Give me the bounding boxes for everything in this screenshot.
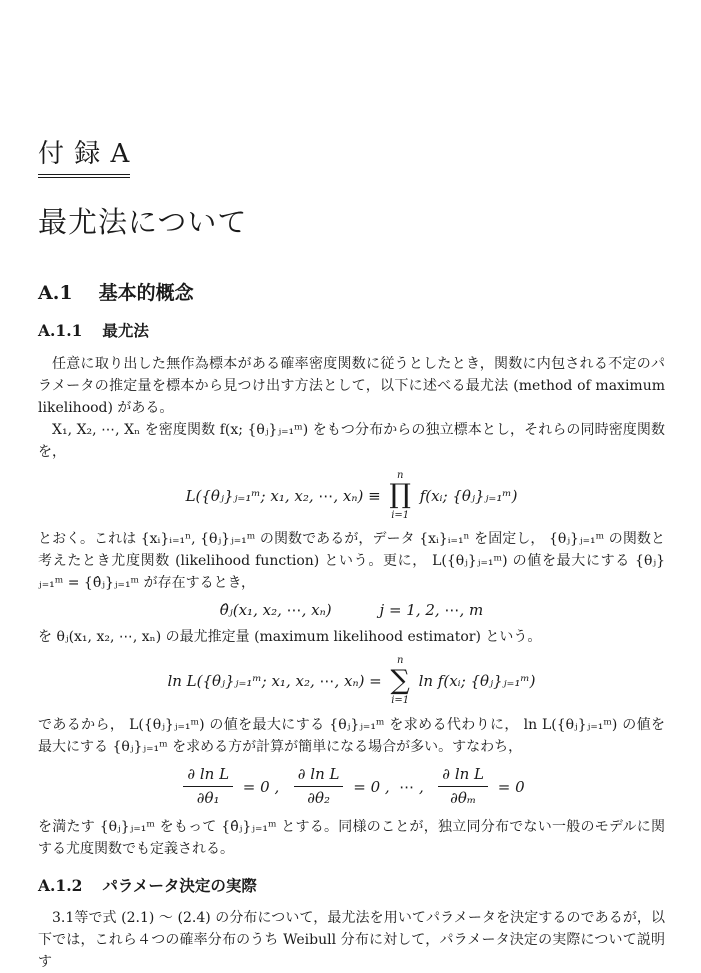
product-operator [389, 470, 411, 521]
subsection-title: 最尤法 [102, 321, 149, 341]
equation-lhs: L({θⱼ}ⱼ₌₁ᵐ; x₁, x₂, ⋯, xₙ) ≡ [185, 486, 386, 505]
equation-log-likelihood [38, 655, 665, 706]
numerator: ∂ ln L [438, 765, 488, 788]
chapter-title: 最尤法について [38, 204, 248, 239]
equals-zero: = 0 , [348, 777, 400, 796]
sum-operator [391, 655, 410, 706]
equation-partial-derivatives [38, 765, 665, 809]
section-number: A.1 [38, 281, 73, 304]
subsection-number: A.1.1 [38, 321, 83, 341]
paragraph-log-likelihood: であるから， L({θⱼ}ⱼ₌₁ᵐ) の値を最大にする {θⱼ}ⱼ₌₁ᵐ を求める代わりに， ln L({θⱼ}ⱼ₌₁ᵐ) の値を最大にする {θⱼ}ⱼ₌₁ᵐ を求める方が計算が簡単になる場合が多い。すなわち， [38, 716, 665, 755]
section-heading-a1 [38, 282, 665, 305]
denominator: ∂θ₂ [307, 789, 331, 808]
equation-lhs: ln L({θⱼ}ⱼ₌₁ᵐ; x₁, x₂, ⋯, xₙ) = [167, 671, 387, 690]
paragraph-estimator-naming: を θⱼ(x₁, x₂, ⋯, xₙ) の最尤推定量 (maximum likelihood estimator) という。 [38, 629, 542, 646]
appendix-label: 付 録 A [38, 140, 130, 178]
paragraph-iid-note: を満たす {θⱼ}ⱼ₌₁ᵐ をもって {θ̂ⱼ}ⱼ₌₁ᵐ とする。同様のことが，独立同分布でない一般のモデルに関する尤度関数でも定義される。 [38, 818, 665, 857]
sum-symbol: ∑ [390, 664, 410, 696]
subsection-heading-a12 [38, 876, 665, 895]
paragraph-sample-definition: X₁, X₂, ⋯, Xₙ を密度関数 f(x; {θⱼ}ⱼ₌₁ᵐ) をもつ分布からの独立標本とし，それらの同時密度関数を， [38, 421, 665, 460]
ellipsis: ⋯ , [399, 777, 434, 796]
equals-zero: = 0 [493, 777, 525, 796]
upper-limit: n [396, 655, 404, 667]
equation-mle-estimator [38, 601, 665, 619]
fraction [438, 765, 488, 809]
numerator: ∂ ln L [294, 765, 344, 788]
equation-likelihood-def [38, 470, 665, 521]
paragraph-weibull-intro: 3.1等で式 (2.1) ～ (2.4) の分布について，最尤法を用いてパラメータを決定するのであるが，以下では，これら４つの確率分布のうち Weibull 分布に対して，パラメータ決定の実際について説明す [38, 909, 665, 970]
appendix-heading [38, 140, 665, 178]
lower-limit: i=1 [391, 695, 410, 707]
paragraph-likelihood-function: とおく。これは {xᵢ}ᵢ₌₁ⁿ, {θⱼ}ⱼ₌₁ᵐ の関数であるが，データ {xᵢ}ᵢ₌₁ⁿ を固定し， {θⱼ}ⱼ₌₁ᵐ の関数と考えたとき尤度関数 (likelihood function) という。更に， L({θⱼ}ⱼ₌₁ᵐ) の値を最大にする {θⱼ}ⱼ₌₁ᵐ = {θ̂ⱼ}ⱼ₌₁ᵐ が存在するとき， [38, 531, 665, 592]
equation-rhs: ln f(xᵢ; {θⱼ}ⱼ₌₁ᵐ) [413, 671, 536, 690]
subsection-title: パラメータ決定の実際 [102, 875, 257, 895]
fraction [294, 765, 344, 809]
paragraph-intro: 任意に取り出した無作為標本がある確率密度関数に従うとしたとき，関数に内包される不定のパラメータの推定量を標本から見つけ出す方法として，以下に述べる最尤法 (method of maximum likelihood) がある。 [38, 355, 665, 416]
upper-limit: n [396, 469, 404, 481]
denominator: ∂θₘ [450, 789, 477, 808]
lower-limit: i=1 [391, 509, 410, 521]
section-title: 基本的概念 [98, 281, 194, 304]
equation-rhs: f(xᵢ; {θⱼ}ⱼ₌₁ᵐ) [414, 486, 518, 505]
fraction [183, 765, 233, 809]
estimator-body: θ̂ⱼ(x₁, x₂, ⋯, xₙ) [219, 601, 332, 620]
equals-zero: = 0 , [238, 777, 289, 796]
subsection-heading-a11 [38, 321, 665, 340]
product-symbol: ∏ [389, 479, 411, 511]
denominator: ∂θ₁ [196, 789, 220, 808]
numerator: ∂ ln L [183, 765, 233, 788]
subsection-number: A.1.2 [38, 875, 83, 895]
estimator-condition: j = 1, 2, ⋯, m [379, 601, 484, 620]
